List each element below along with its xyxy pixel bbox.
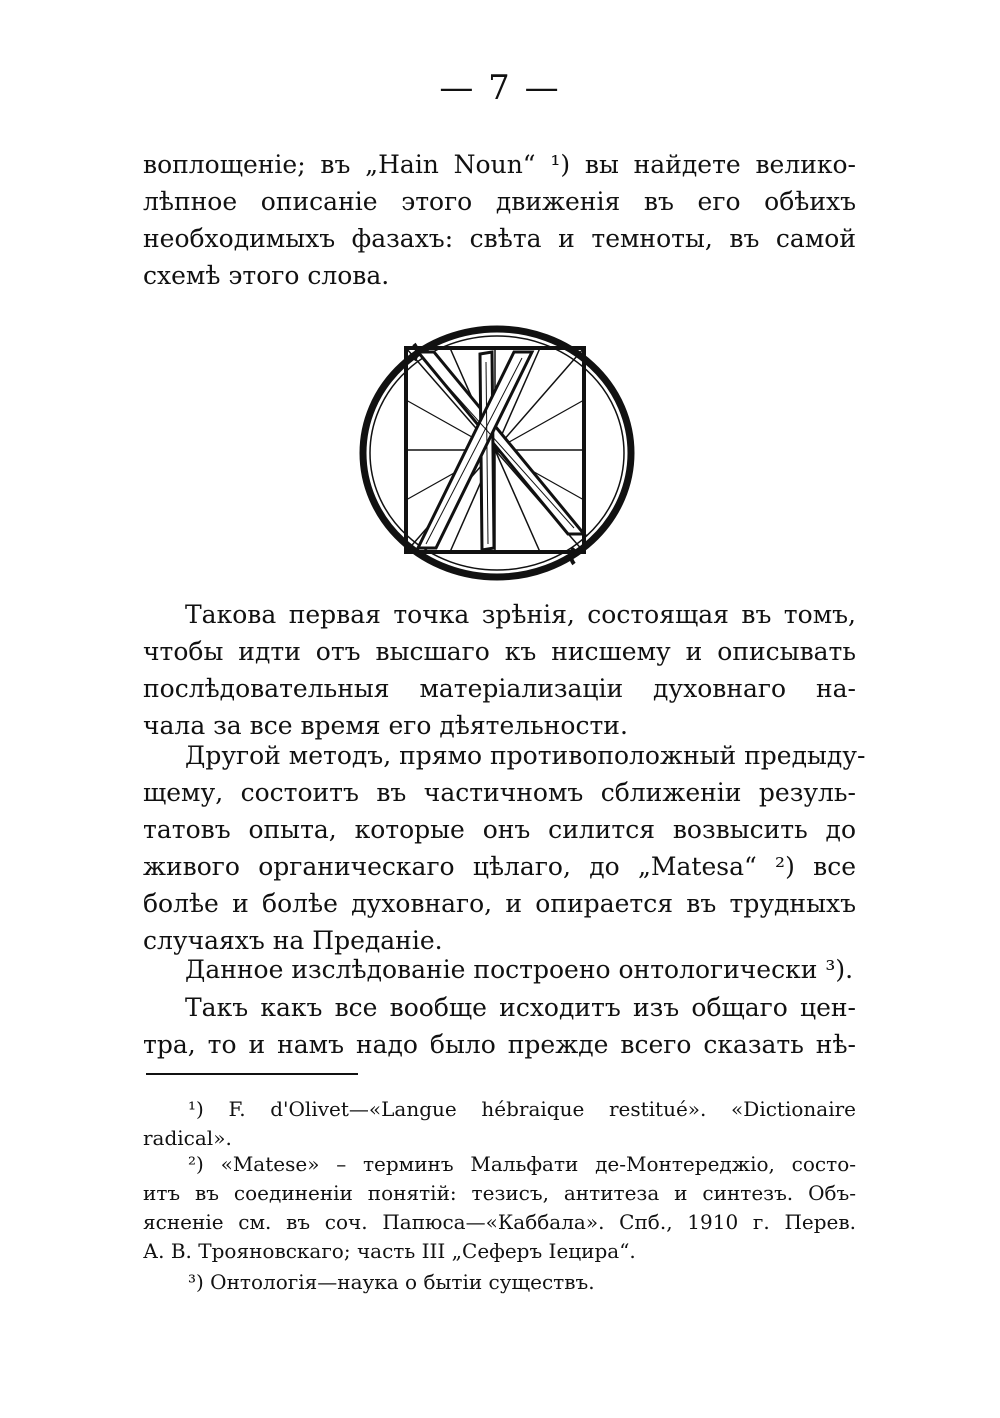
text-line: живого органическаго цѣлаго, до „Matesa“ ²) все	[143, 852, 856, 881]
paragraph-1	[143, 146, 856, 294]
footnote-line: ²) «Matese» – терминъ Мальфати де-Монтереджiо, состо-	[188, 1152, 856, 1176]
footnote-line: ясненiе см. въ соч. Папюса—«Каббала». Спб., 1910 г. Перев.	[143, 1210, 856, 1234]
text-line: воплощенiе; въ „Hain Noun“ ¹) вы найдете велико-	[143, 150, 856, 179]
text-line: чала за все время его дѣятельности.	[143, 711, 628, 740]
footnote-2	[143, 1150, 856, 1266]
footnote-3	[143, 1268, 856, 1297]
footnote-line: ¹) F. d'Olivet—«Langue hébraique restitué». «Dictionaire	[188, 1097, 856, 1121]
text-line: тра, то и намъ надо было прежде всего сказать нѣ-	[143, 1030, 856, 1059]
footnote-divider	[146, 1073, 358, 1075]
text-line: лѣпное описанiе этого движенiя въ его обѣихъ	[143, 187, 856, 216]
text-line: послѣдовательныя матерiализацiи духовнаго на-	[143, 674, 856, 703]
footnote-1	[143, 1095, 856, 1153]
text-line: болѣе и болѣе духовнаго, и опирается въ трудныхъ	[143, 889, 856, 918]
text-line: схемѣ этого слова.	[143, 261, 390, 290]
paragraph-2	[143, 596, 856, 744]
text-line: щему, состоитъ въ частичномъ сближенiи резуль-	[143, 778, 856, 807]
footnote-line: radical».	[143, 1126, 232, 1150]
text-line: Такъ какъ все вообще исходитъ изъ общаго цен-	[185, 993, 856, 1022]
text-line: Данное изслѣдованiе построено онтологически ³).	[185, 955, 854, 984]
text-line: чтобы идти отъ высшаго къ нисшему и описывать	[143, 637, 856, 666]
footnote-line: А. В. Трояновскаго; часть III „Сеферъ Iецира“.	[143, 1239, 636, 1263]
text-line: необходимыхъ фазахъ: свѣта и темноты, въ самой	[143, 224, 856, 253]
text-line: татовъ опыта, которые онъ силится возвысить до	[143, 815, 856, 844]
page-number: — 7 —	[439, 68, 561, 108]
paragraph-4	[143, 951, 856, 988]
footnote-line: итъ въ соединенiи понятiй: тезисъ, антитеза и синтезъ. Объ-	[143, 1181, 856, 1205]
paragraph-3	[143, 737, 866, 959]
text-line: Такова первая точка зрѣнiя, состоящая въ томъ,	[185, 600, 856, 629]
text-line: Другой методъ, прямо противоположный предыду-	[185, 741, 866, 770]
text-line: случаяхъ на Преданiе.	[143, 926, 443, 955]
footnote-line: ³) Онтологiя—наука о бытiи существъ.	[188, 1270, 595, 1294]
kabbalistic-circle-diagram	[352, 322, 642, 584]
paragraph-5	[143, 989, 856, 1063]
